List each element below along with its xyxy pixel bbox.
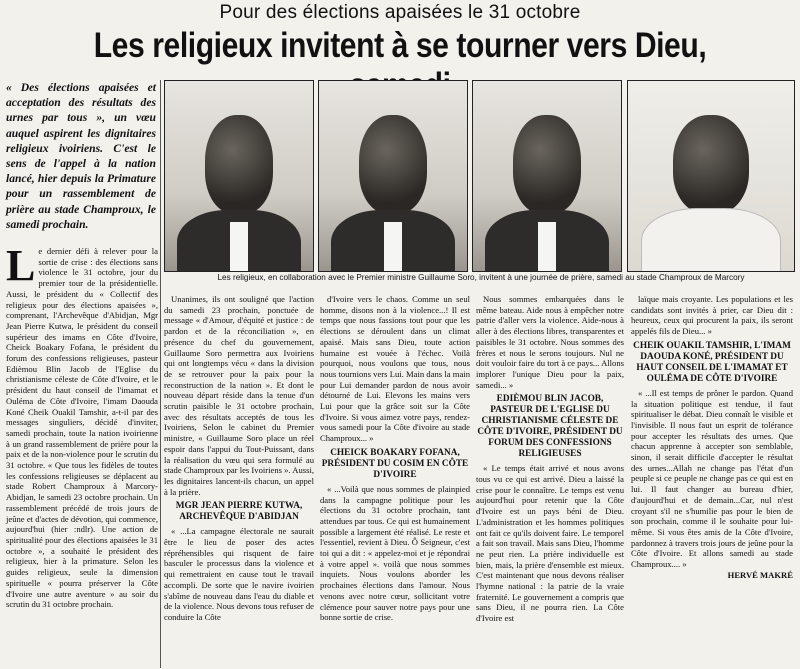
photo-1 (164, 80, 314, 272)
photo-4 (627, 80, 795, 272)
column-3-text-2: « ...Voilà que nous sommes de plainpied dans la campagne politique pour les élections du 31 octobre prochain, tant attendues par tous. Ce qui est humainement possible a largement été réalisé. Le reste et l'essentiel, revient à Dieu. Ô Seigneur, c'est toi qui a dit : « appelez-moi et je répondrai à votre appel ». voilà que nous sommes inquiets. Nous voulons aborder les prochaines élections dans l'amour. Nous venons avec notre cœur, sollicitant votre clémence pour sauver notre pays pour une bonne sortie de crise. (320, 483, 470, 623)
column-1-text: e dernier défi à relever pour la sortie de crise : des élections sans violence le 31 octobre, jour du premier tour de la présidentielle. Aussi, le président du « Collectif des religieux pour des élections apaisées », comprenant, l'Archevêque d'Abidjan, Mgr Jean Pierre Kutwa, le président du conseil supérieur des imams en Côte d'Ivoire, Cheick Boakary Fofana, le président du forum des confessions religieuses, pasteur Edièmou Blin Jacob de l'Eglise du christianisme céleste de Côte d'Ivoire, et le président du haut conseil de l'imamat et Ouléma de Côte d'Ivoire, l'imam Daouda Koné Cheik Ouakil Tamshir, a-t-il par des messages singuliers, décidé d'inviter, samedi prochain, toute la nation ivoirienne à un grand rassemblement de prière pour la paix et de la non-violence pour le scrutin du 31 octobre. « Que tous les fidèles de toutes les confessions religieuses se déplacent au stade Robert Champroux à Marcory-Abidjan, le samedi 23 octobre prochain. Un rassemblement précédé de trois jours de jeûne et d'actes de dévotion, qui commence, aujourd'hui (hier :ndlr). Une action de spiritualité pour des élections apaisées le 31 octobre », a souhaité le président des religieux, hier à la primature. Selon les guides religieux, seule la dimension spirituelle « pourra préserver la Côte d'Ivoire une autre aventure » au soir du scrutin du 31 octobre prochain. (6, 246, 158, 610)
photo-caption: Les religieux, en collaboration avec le Premier ministre Guillaume Soro, invitent à une journée de prière, samedi au stade Champroux de Marcory (217, 273, 745, 282)
headline: Les religieux invitent à se tourner vers Dieu, (93, 26, 707, 65)
column-2 (164, 294, 314, 623)
column-5 (631, 294, 793, 580)
subhead-kone: CHEIK OUAKIL TAMSHIR, L'IMAM DAOUDA KONÉ, PRÉSIDENT DU HAUT CONSEIL DE L'IMAMAT ET OULÉMA DE CÔTE D'IVOIRE (633, 340, 791, 384)
subhead-fofana: CHEICK BOAKARY FOFANA, PRÉSIDENT DU COSIM EN CÔTE D'IVOIRE (321, 447, 469, 480)
column-2-text-2: « ...La campagne électorale ne saurait être le lieu de poser des actes répréhensibles qui risquent de faire basculer le processus dans la violence et qui remettraient en cause tout le travail accompli. De sorte que le navire ivoirien s'abîme de nouveau dans l'eau du diable et de la violence. Nous devons tous refuser de conduire la Côte (164, 526, 314, 622)
drop-cap: L (6, 241, 36, 290)
column-divider (160, 80, 161, 668)
column-3-text: d'Ivoire vers le chaos. Comme un seul homme, disons non à la violence...! Il est temps que nous fassions tout pour que les élections se déroulent dans un climat apaisé. Mais sans Dieu, toute action humaine est vouée à l'échec. Voilà pourquoi, nous voulons que tous, nous nous tournions vers Lui. Main dans la main pour Lui demander pardon de nous avoir détourné de Lui. Elevons les mains vers Lui pour que la grâce soit sur la Côte d'Ivoire. Si vous aimez votre pays, rendez-vous samedi pour la Côte d'ivoire au stade Champroux... » (320, 294, 470, 444)
lead-paragraph: « Des élections apaisées et acceptation des résultats des urnes par tous », un vœu auquel aspirent les dignitaires religieux ivoiriens. C'est le sens de l'appel à la nation lancé, hier depuis la Primature pour un rassemblement de prière au stade Champroux, le samedi prochain. (6, 81, 156, 231)
photo-3 (472, 80, 622, 272)
column-2-text: Unanimes, ils ont souligné que l'action du samedi 23 prochain, ponctuée de message « d'Amour, d'équité et justice : de pardon et de la réconciliation », en présence du chef du gouvernement, Guillaume Soro permettra aux Ivoiriens qui ont longtemps vécu « dans la division de se retrouver pour la paix pour la reconstruction de la nation ». Et dont le nouveau départ réside dans la tenue d'un scrutin paisible le 31 octobre prochain, avec des résultats acceptés de tous les Ivoiriens, Selon le cabinet du Premier ministre, « Guillaume Soro place un réel espoir dans l'appui du Tout-Puissant, dans la réalisation du vœu qui sera formulé au stade Champroux par les Ivoiriens ». Aussi, les dignitaires lancent-ils chacun, un appel à la prière. (164, 294, 314, 497)
subhead-edi-mou: EDIÈMOU BLIN JACOB, PASTEUR DE L'EGLISE DU CHRISTIANISME CÉLESTE DE CÔTE D'IVOIRE, PRÉSIDENT DU FORUM DES CONFESSIONS RELIGIEUSES (477, 394, 623, 460)
subhead-kutwa: MGR JEAN PIERRE KUTWA, ARCHEVÊQUE D'ABIDJAN (175, 501, 303, 523)
column-5-text-2: « ...Il est temps de prôner le pardon. Quand la situation politique est tendue, il faut spiritualiser le débat. Dieu connaît le visible et l'invisible. Il nous faut un esprit de tolérance pour accepter les résultats des urnes. Que chacun apprenne à accepter son semblable, sinon, il serait difficile d'accepter le résultat des urnes...Allah ne change pas l'état d'un peuple si ce peuple ne change pas ce qui est en lui. Il faut changer au bureau d'hier, d'aujourd'hui et de demain...Car, nul n'est croyant s'il ne s'humilie pas pour le bien de son prochain, comme il le souhaite pour lui-même. Si vous êtes amis de la Côte d'Ivoire, pardonnez à travers trois jours de jeûne pour la Côte d'Ivoire. Et allons samedi au stade Champroux.... » (631, 387, 793, 570)
photo-2 (318, 80, 468, 272)
column-5-text: laïque mais croyante. Les populations et les candidats sont invités à prier, car Dieu dit : heureux, ceux qui procurent la paix, ils seront appelés fils de Dieu... » (631, 294, 793, 337)
column-4 (476, 294, 624, 624)
author-signature: HERVÉ MAKRÉ (727, 569, 793, 580)
column-4-text: Nous sommes embarquées dans le même bateau. Aide nous à empêcher notre patrie d'aller vers la violence. Aide-nous à aller à des élections libres, transparentes et paisibles le 31 octobre. Nous sommes des frères et nous le serons toujours. Nul ne doit vouloir faire du tort à ce pays... Allons implorer l'unique Dieu pour la paix, samedi... » (476, 294, 624, 390)
column-1 (6, 241, 158, 610)
kicker: Pour des élections apaisées le 31 octobre (219, 2, 581, 23)
column-4-text-2: « Le temps était arrivé et nous avons tous vu ce qui est arrivé. Dieu a laissé la crise pour le connaître. Le temps est venu aujourd'hui pour retenir que la Côte d'Ivoire est un pays béni de Dieu. L'administration et les hommes politiques ont fait ce qu'ils doivent faire. Le temporel a fait son travail. Mais sans Dieu, l'homme ne peut rien. La prière individuelle est bien, mais, la prière d'ensemble est mieux. C'est maintenant que nous devons réaliser l'hymne national : la patrie de la vraie fraternité. Le gouvernement a compris que sans Dieu, il ne pourra rien. La Côte d'Ivoire est (476, 463, 624, 624)
column-3 (320, 294, 470, 623)
